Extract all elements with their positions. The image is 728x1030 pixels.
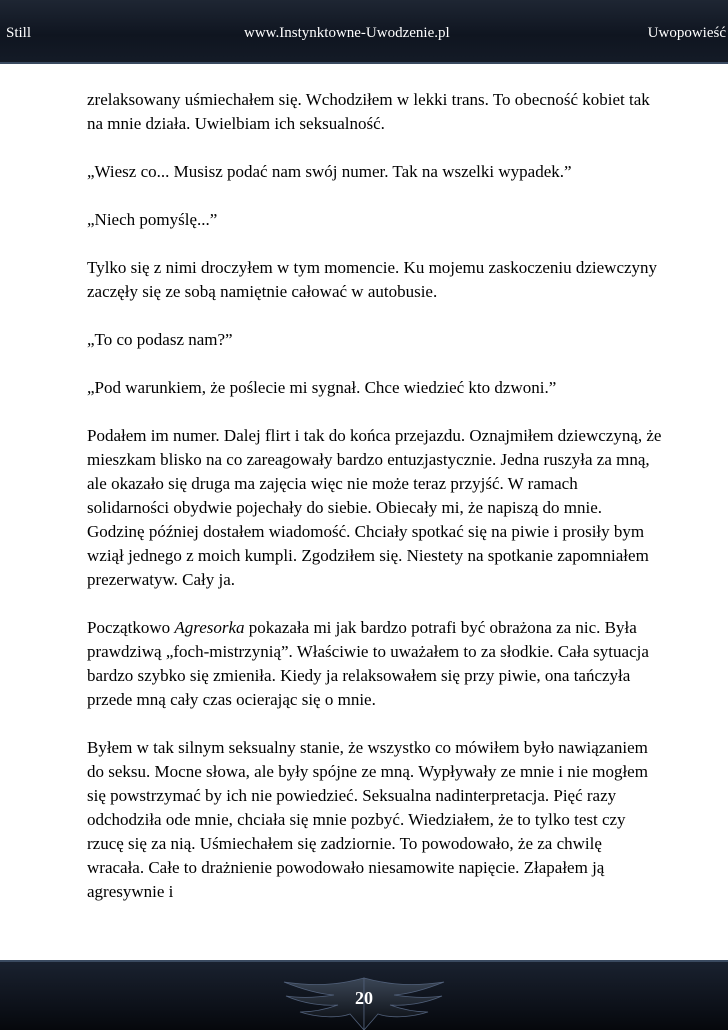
paragraph: Byłem w tak silnym seksualny stanie, że wszystko co mówiłem było nawiązaniem do seksu. Mocne słowa, ale były spójne ze mną. Wypływały ze mnie i nie mogłem się powstrzymać by ich nie powiedzieć. Seksualna nadinterpretacja. Pięć razy odchodziła ode mnie, chciała się mnie pozbyć. Wiedziałem, że to tylko test czy rzucę się za nią. Uśmiechałem się zadziornie. To powodowało, że za chwilę wracała. Całe to drażnienie powodowało niesamowite napięcie. Złapałem ją agresywnie i — [87, 738, 648, 901]
paragraph: „Niech pomyślę...” — [87, 210, 218, 229]
paragraph: „Wiesz co... Musisz podać nam swój numer. Tak na wszelki wypadek.” — [87, 162, 572, 181]
header-author: Still — [6, 25, 32, 41]
footer-divider — [0, 960, 728, 962]
paragraph: „To co podasz nam?” — [87, 330, 233, 349]
header-website: www.Instynktowne-Uwodzenie.pl — [244, 25, 450, 41]
page-body — [87, 88, 662, 928]
paragraph-text: Początkowo — [87, 618, 175, 637]
paragraph: Tylko się z nimi droczyłem w tym momencie. Ku mojemu zaskoczeniu dziewczyny zaczęły się ze sobą namiętnie całować w autobusie. — [87, 258, 658, 301]
paragraph — [87, 616, 662, 712]
paragraph-text: pokazała mi jak bardzo potrafi być obrażona za nic. Była prawdziwą „foch-mistrzynią”. Właściwie to uważałem to za słodkie. Cała sytuacja bardzo szybko się zmieniła. Kiedy ja relaksowałem się przy piwie, ona tańczyła przede mną cały czas ocierając się o mnie. — [87, 618, 649, 709]
paragraph: zrelaksowany uśmiechałem się. Wchodziłem w lekki trans. To obecność kobiet tak na mnie działa. Uwielbiam ich seksualność. — [87, 90, 650, 133]
header-section-title: Uwopowieść — [647, 25, 726, 41]
page-footer — [0, 960, 728, 1030]
header-divider — [0, 62, 728, 64]
page-number: 20 — [355, 988, 373, 1008]
paragraph: Podałem im numer. Dalej flirt i tak do końca przejazdu. Oznajmiłem dziewczyną, że mieszkam blisko na co zareagowały bardzo entuzjastycznie. Jedna ruszyła za mną, ale okazało się druga ma zajęcia więc nie może teraz przyjść. W ramach solidarności obydwie pojechały do siebie. Obiecały mi, że napiszą do mnie. Godzinę później dostałem wiadomość. Chciały spotkać się na piwie i prosiły bym wziął jednego z moich kumpli. Zgodziłem się. Niestety na spotkanie zapomniałem prezerwatyw. Cały ja. — [87, 426, 662, 589]
emphasized-name: Agresorka — [174, 618, 245, 637]
paragraph: „Pod warunkiem, że poślecie mi sygnał. Chce wiedzieć kto dzwoni.” — [87, 378, 557, 397]
page-header — [0, 0, 728, 64]
